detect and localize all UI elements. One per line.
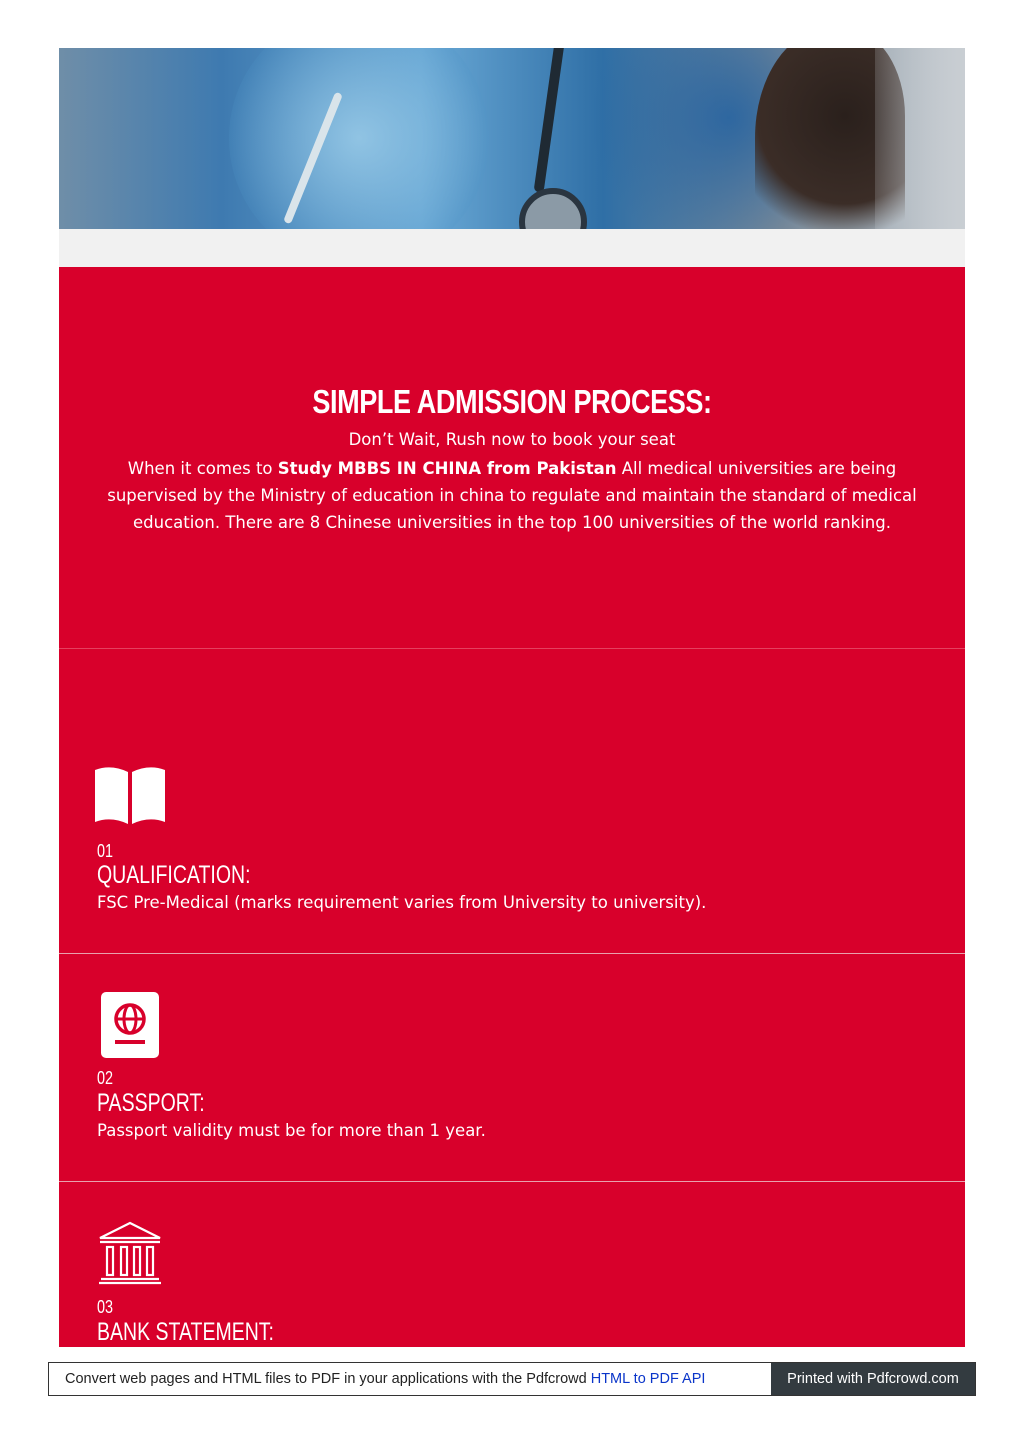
stethoscope-icon bbox=[519, 188, 587, 229]
step-title: BANK STATEMENT: bbox=[97, 1318, 274, 1346]
step-qualification bbox=[59, 648, 965, 954]
bank-icon bbox=[97, 1220, 163, 1290]
step-title: QUALIFICATION: bbox=[97, 861, 251, 889]
admission-section bbox=[59, 267, 965, 1347]
hero-image bbox=[59, 48, 965, 229]
step-description: Passport validity must be for more than 1 year. bbox=[97, 1121, 486, 1140]
html-to-pdf-link[interactable]: HTML to PDF API bbox=[590, 1371, 706, 1387]
step-title: PASSPORT: bbox=[97, 1089, 205, 1117]
highlight-text: Study MBBS IN CHINA from Pakistan bbox=[277, 459, 617, 478]
printed-with-badge[interactable]: Printed with Pdfcrowd.com bbox=[771, 1363, 975, 1395]
step-number: 03 bbox=[97, 1297, 114, 1317]
step-number: 02 bbox=[97, 1068, 114, 1088]
intro-block bbox=[59, 267, 965, 649]
pdfcrowd-footer bbox=[48, 1362, 976, 1396]
section-subtitle: Don’t Wait, Rush now to book your seat bbox=[348, 430, 676, 449]
step-bank-statement bbox=[59, 1182, 965, 1347]
passport-icon bbox=[101, 992, 159, 1062]
footer-message: Convert web pages and HTML files to PDF in your applications with the Pdfcrowd HTML to PDF API bbox=[49, 1363, 771, 1395]
step-passport bbox=[59, 954, 965, 1182]
book-icon bbox=[93, 766, 167, 830]
section-title: SIMPLE ADMISSION PROCESS: bbox=[312, 383, 712, 420]
intro-paragraph: When it comes to Study MBBS IN CHINA from Pakistan All medical universities are being supervised by the Ministry of education in china to regulate and maintain the standard of medical education. There are 8 Chinese universities in the top 100 universities of the world ranking. bbox=[107, 459, 917, 532]
step-description: FSC Pre-Medical (marks requirement varies from University to university). bbox=[97, 893, 707, 912]
divider-band bbox=[59, 229, 965, 267]
step-number: 01 bbox=[97, 841, 114, 861]
